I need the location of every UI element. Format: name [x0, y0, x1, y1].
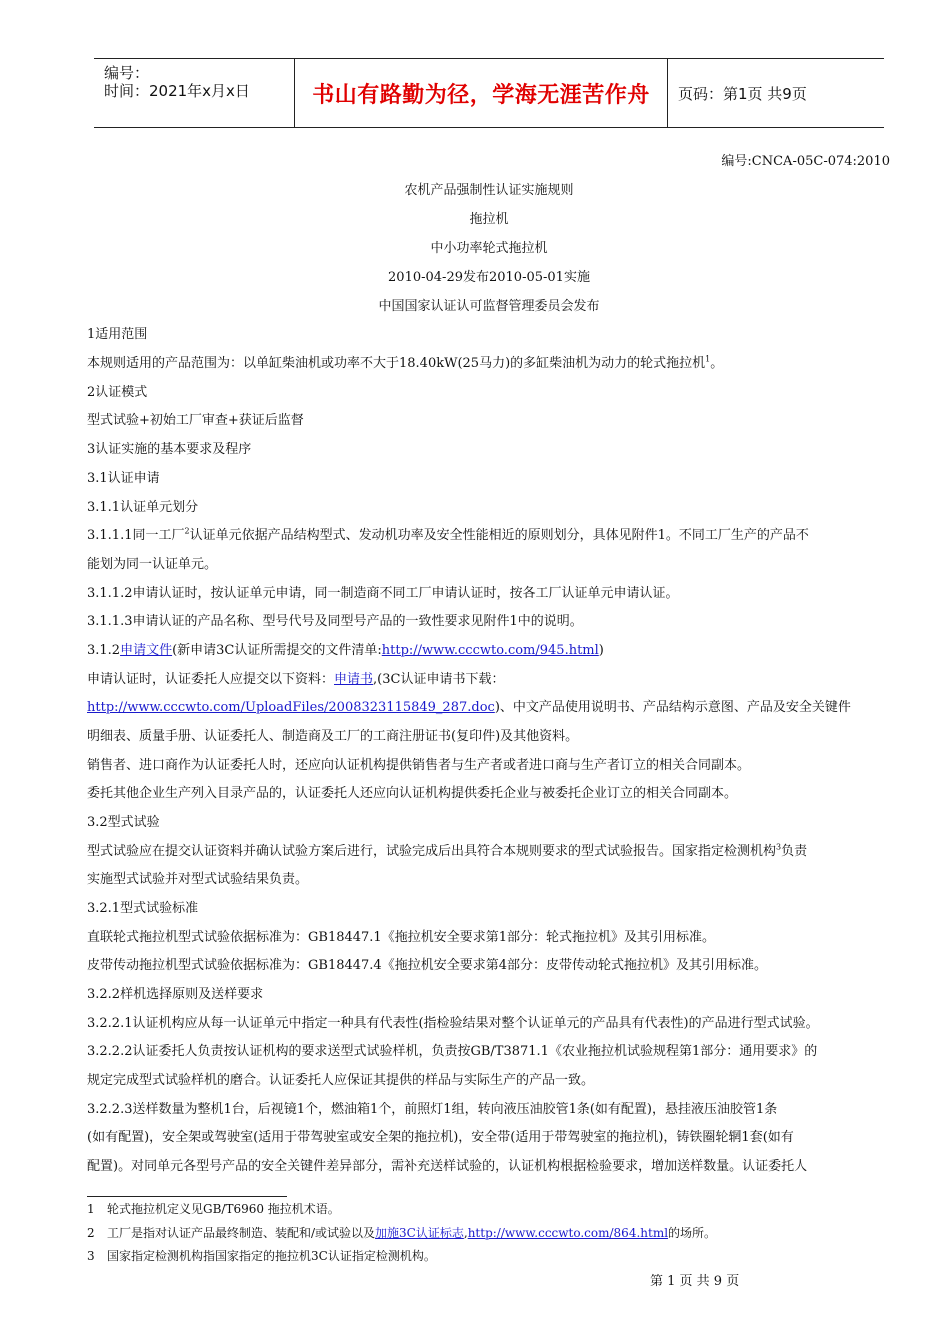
section-heading: 3.1认证申请	[87, 471, 160, 486]
footnote: 3 国家指定检测机构指国家指定的拖拉机3C认证指定检测机构。	[87, 1249, 436, 1263]
paragraph: 实施型式试验并对型式试验结果负责。	[87, 872, 309, 887]
paragraph: 3.1.1.3申请认证的产品名称、型号代号及同型号产品的一致性要求见附件1中的说明。	[87, 614, 583, 629]
section-heading: 3.2型式试验	[87, 815, 160, 830]
paragraph: 3.2.2.3送样数量为整机1台，后视镜1个，燃油箱1个，前照灯1组，转向液压油胶管1条(如有配置)，悬挂液压油胶管1条	[87, 1102, 778, 1117]
motto: 书山有路勤为径，学海无涯苦作舟	[295, 59, 668, 127]
download-url-link[interactable]: http://www.cccwto.com/UploadFiles/2008323115849_287.doc	[87, 700, 495, 715]
footnote: 1 轮式拖拉机定义见GB/T6960 拖拉机术语。	[87, 1202, 340, 1216]
footnote: 2 工厂是指对认证产品最终制造、装配和/或试验以及加施3C认证标志,http://www.cccwto.com/864.html的场所。	[87, 1226, 717, 1240]
doc-code: 编号:CNCA-05C-074:2010	[721, 154, 890, 169]
header-meta	[94, 59, 295, 127]
application-form-link[interactable]: 申请书	[334, 672, 374, 687]
footnote-url-link[interactable]: http://www.cccwto.com/864.html	[467, 1226, 669, 1240]
page-header	[94, 58, 884, 128]
page-label: 页码：第1页 共9页	[678, 84, 807, 103]
paragraph: 委托其他企业生产列入目录产品的，认证委托人还应向认证机构提供委托企业与被委托企业订立的相关合同副本。	[87, 786, 738, 801]
paragraph: 销售者、进口商作为认证委托人时，还应向认证机构提供销售者与生产者或者进口商与生产者订立的相关合同副本。	[87, 758, 751, 773]
number-label: 编号：	[104, 64, 150, 82]
section-heading: 3.2.2样机选择原则及送样要求	[87, 987, 264, 1002]
doc-subtitle-2: 中小功率轮式拖拉机	[430, 241, 548, 256]
paragraph: 3.1.1.1同一工厂$^2$认证单元依据产品结构型式、发动机功率及安全性能相近的原则划分，具体见附件1。不同工厂生产的产品不	[87, 526, 809, 543]
doc-list-url-link[interactable]: http://www.cccwto.com/945.html	[381, 643, 599, 658]
section-heading: 2认证模式	[87, 385, 148, 400]
paragraph: (如有配置)，安全架或驾驶室(适用于带驾驶室或安全架的拖拉机)，安全带(适用于带驾驶室的拖拉机)，铸铁圈轮辋1套(如有	[87, 1130, 794, 1145]
3c-mark-link[interactable]: 加施3C认证标志	[375, 1226, 464, 1240]
time-label: 时间：2021年x月x日	[104, 82, 250, 100]
header-page	[668, 59, 884, 127]
paragraph: 规定完成型式试验样机的磨合。认证委托人应保证其提供的样品与实际生产的产品一致。	[87, 1073, 595, 1088]
paragraph: 直联轮式拖拉机型式试验依据标准为：GB18447.1《拖拉机安全要求第1部分：轮式拖拉机》及其引用标准。	[87, 930, 715, 945]
paragraph: 3.1.1.2申请认证时，按认证单元申请，同一制造商不同工厂申请认证时，按各工厂认证单元申请认证。	[87, 586, 679, 601]
paragraph: 能划为同一认证单元。	[87, 557, 218, 572]
doc-subtitle: 拖拉机	[469, 212, 509, 227]
section-heading: 3.2.1型式试验标准	[87, 901, 199, 916]
paragraph: 型式试验+初始工厂审查+获证后监督	[87, 413, 304, 428]
doc-title: 农机产品强制性认证实施规则	[404, 183, 574, 198]
page-footer: 第 1 页 共 9 页	[650, 1274, 740, 1289]
footnote-divider	[87, 1196, 287, 1197]
paragraph: 型式试验应在提交认证资料并确认试验方案后进行，试验完成后出具符合本规则要求的型式试验报告。国家指定检测机构$^3$负责	[87, 842, 808, 859]
doc-issuer: 中国国家认证认可监督管理委员会发布	[378, 299, 600, 314]
paragraph: 申请认证时，认证委托人应提交以下资料：申请书,(3C认证申请书下载：	[87, 672, 505, 687]
paragraph: 明细表、质量手册、认证委托人、制造商及工厂的工商注册证书(复印件)及其他资料。	[87, 729, 579, 744]
section-heading: 3认证实施的基本要求及程序	[87, 442, 252, 457]
section-heading: 3.1.1认证单元划分	[87, 500, 199, 515]
doc-dates: 2010-04-29发布2010-05-01实施	[388, 270, 590, 285]
paragraph: 3.2.2.1认证机构应从每一认证单元中指定一种具有代表性(指检验结果对整个认证单元的产品具有代表性)的产品进行型式试验。	[87, 1016, 819, 1031]
apply-docs-link[interactable]: 申请文件	[120, 643, 173, 658]
section-heading: 1适用范围	[87, 327, 148, 342]
paragraph: http://www.cccwto.com/UploadFiles/2008323115849_287.doc)、中文产品使用说明书、产品结构示意图、产品及安全关键件	[87, 700, 851, 715]
paragraph: 皮带传动拖拉机型式试验依据标准为：GB18447.4《拖拉机安全要求第4部分：皮带传动轮式拖拉机》及其引用标准。	[87, 958, 767, 973]
paragraph: 3.2.2.2认证委托人负责按认证机构的要求送型式试验样机，负责按GB/T3871.1《农业拖拉机试验规程第1部分：通用要求》的	[87, 1044, 818, 1059]
paragraph: 本规则适用的产品范围为：以单缸柴油机或功率不大于18.40kW(25马力)的多缸柴油机为动力的轮式拖拉机$^1$。	[87, 354, 724, 371]
paragraph: 配置)。对同单元各型号产品的安全关键件差异部分，需补充送样试验的，认证机构根据检验要求，增加送样数量。认证委托人	[87, 1159, 808, 1174]
paragraph: 3.1.2申请文件(新申请3C认证所需提交的文件清单:http://www.cccwto.com/945.html)	[87, 643, 604, 658]
